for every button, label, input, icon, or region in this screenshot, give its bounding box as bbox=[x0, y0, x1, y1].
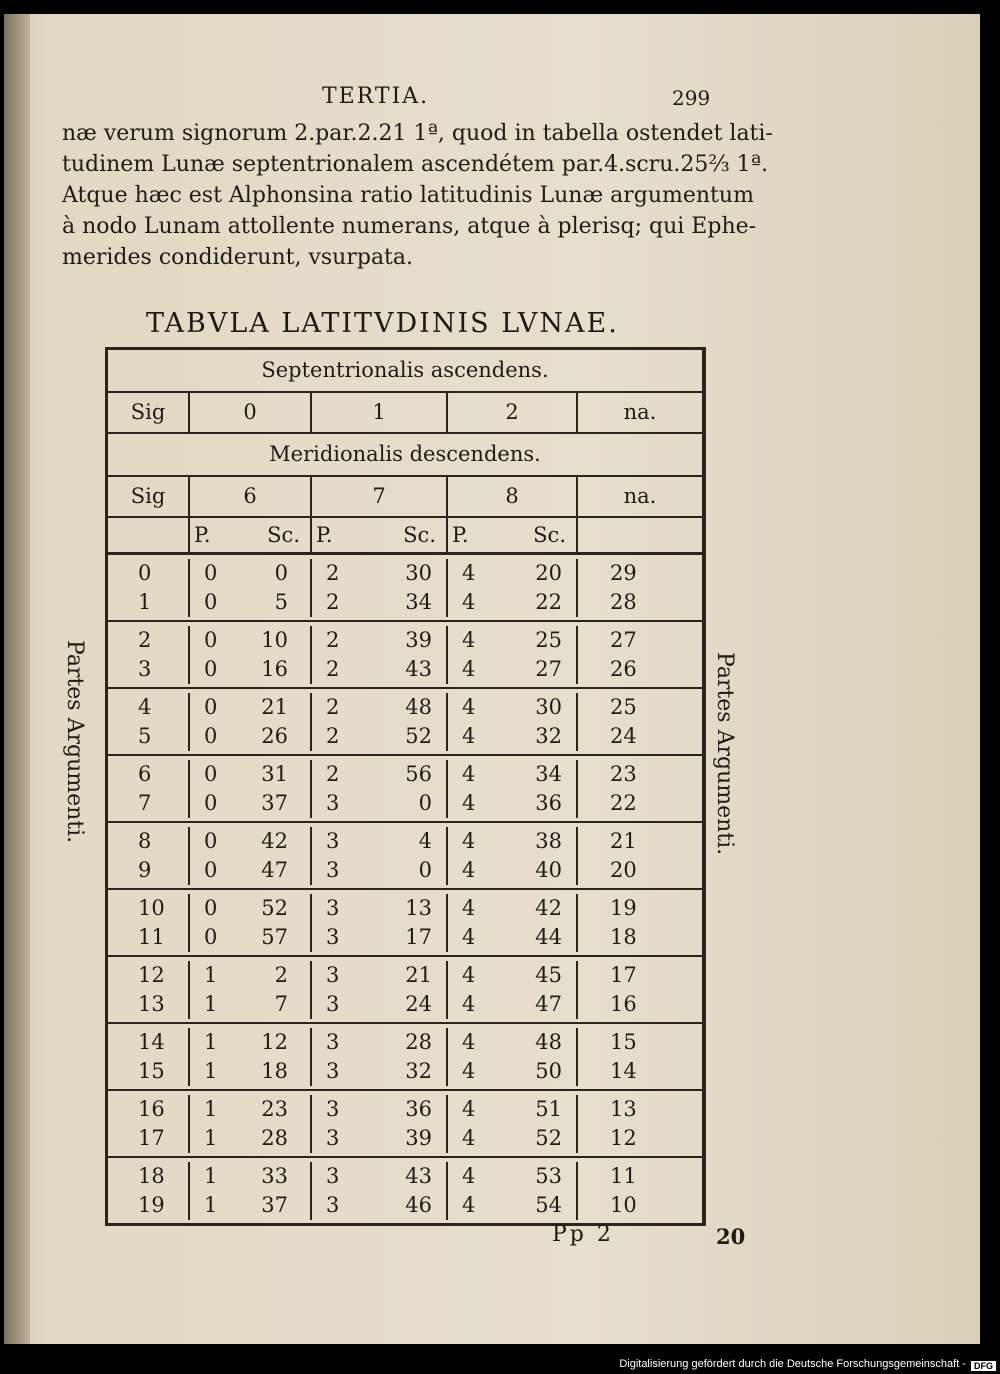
lat-value-cell bbox=[448, 1028, 578, 1057]
lat-scrupula: 26 bbox=[261, 724, 288, 748]
lat-scrupula: 24 bbox=[405, 992, 432, 1016]
arg-degree-reverse-cell: 25 bbox=[610, 695, 637, 719]
arg-degree-cell: 17 bbox=[108, 1124, 190, 1153]
sig-value: 1 bbox=[312, 393, 448, 432]
lat-parts: 3 bbox=[326, 1030, 340, 1054]
lat-scrupula: 39 bbox=[405, 1126, 432, 1150]
lat-scrupula: 30 bbox=[535, 695, 562, 719]
table-title: TABVLA LATITVDINIS LVNAE. bbox=[146, 308, 619, 339]
sig-value: 0 bbox=[190, 393, 312, 432]
lat-scrupula: 42 bbox=[535, 896, 562, 920]
lat-parts: 1 bbox=[204, 963, 218, 987]
lat-scrupula: 48 bbox=[535, 1030, 562, 1054]
lat-parts: 0 bbox=[204, 762, 218, 786]
lat-value-cell bbox=[190, 856, 312, 885]
lat-parts: 2 bbox=[326, 695, 340, 719]
lat-value-cell bbox=[448, 655, 578, 684]
lat-value-cell bbox=[312, 990, 448, 1019]
lat-scrupula: 36 bbox=[535, 791, 562, 815]
arg-degree-reverse-cell: 13 bbox=[610, 1097, 637, 1121]
unit-sc: Sc. bbox=[267, 523, 300, 547]
arg-degree-reverse-cell: 11 bbox=[610, 1164, 637, 1188]
table-row bbox=[108, 626, 702, 655]
lat-value-cell bbox=[448, 789, 578, 818]
north-band-label: Septentrionalis ascendens. bbox=[108, 350, 702, 393]
arg-degree-reverse-cell: 10 bbox=[610, 1193, 637, 1217]
lat-parts: 0 bbox=[204, 590, 218, 614]
lat-scrupula: 34 bbox=[405, 590, 432, 614]
unit-row bbox=[108, 518, 702, 555]
lat-parts: 1 bbox=[204, 1164, 218, 1188]
lat-scrupula: 18 bbox=[261, 1059, 288, 1083]
lat-parts: 1 bbox=[204, 1097, 218, 1121]
lat-parts: 4 bbox=[462, 858, 476, 882]
lat-scrupula: 7 bbox=[274, 992, 288, 1016]
lat-value-cell bbox=[448, 588, 578, 617]
lat-value-cell bbox=[190, 961, 312, 990]
lat-parts: 0 bbox=[204, 657, 218, 681]
lat-scrupula: 10 bbox=[261, 628, 288, 652]
table-row bbox=[108, 856, 702, 885]
intro-line: næ verum signorum 2.par.2.21 1ª, quod in tabella ostendet lati- bbox=[62, 121, 773, 146]
arg-degree-reverse-cell: 15 bbox=[610, 1030, 637, 1054]
lat-scrupula: 31 bbox=[261, 762, 288, 786]
lat-scrupula: 44 bbox=[535, 925, 562, 949]
lat-parts: 3 bbox=[326, 791, 340, 815]
lat-parts: 1 bbox=[204, 1059, 218, 1083]
lat-value-cell bbox=[190, 990, 312, 1019]
north-sig-row bbox=[108, 393, 702, 434]
lat-scrupula: 4 bbox=[418, 829, 432, 853]
arg-degree-cell: 3 bbox=[108, 655, 190, 684]
lat-value-cell bbox=[190, 1057, 312, 1086]
lat-value-cell bbox=[190, 626, 312, 655]
lat-value-cell bbox=[312, 1095, 448, 1124]
lat-scrupula: 40 bbox=[535, 858, 562, 882]
arg-degree-cell: 9 bbox=[108, 856, 190, 885]
table-row bbox=[108, 1162, 702, 1191]
arg-degree-reverse-cell: 14 bbox=[610, 1059, 637, 1083]
lat-scrupula: 37 bbox=[261, 791, 288, 815]
lat-value-cell bbox=[312, 760, 448, 789]
lat-scrupula: 52 bbox=[535, 1126, 562, 1150]
lat-parts: 3 bbox=[326, 1193, 340, 1217]
arg-degree-reverse-cell: 19 bbox=[610, 896, 637, 920]
arg-degree-reverse-cell: 16 bbox=[610, 992, 637, 1016]
intro-line: Atque hæc est Alphonsina ratio latitudinis Lunæ argumentum bbox=[62, 183, 754, 208]
lat-value-cell bbox=[448, 1124, 578, 1153]
lat-scrupula: 53 bbox=[535, 1164, 562, 1188]
lat-value-cell bbox=[448, 693, 578, 722]
arg-degree-cell: 5 bbox=[108, 722, 190, 751]
lat-parts: 3 bbox=[326, 896, 340, 920]
lat-value-cell bbox=[190, 923, 312, 952]
table-row bbox=[108, 923, 702, 952]
table-row-group bbox=[108, 1024, 702, 1091]
arg-degree-cell: 7 bbox=[108, 789, 190, 818]
lat-parts: 4 bbox=[462, 992, 476, 1016]
lat-value-cell bbox=[448, 961, 578, 990]
lat-value-cell bbox=[448, 923, 578, 952]
lat-parts: 3 bbox=[326, 829, 340, 853]
arg-degree-cell: 2 bbox=[108, 626, 190, 655]
lat-scrupula: 0 bbox=[274, 561, 288, 585]
unit-blank bbox=[108, 518, 190, 552]
arg-degree-reverse-cell: 23 bbox=[610, 762, 637, 786]
signature-mark: Pp 2 bbox=[552, 1222, 614, 1247]
lat-value-cell bbox=[448, 1057, 578, 1086]
table-row bbox=[108, 559, 702, 588]
lat-parts: 0 bbox=[204, 896, 218, 920]
lat-parts: 4 bbox=[462, 762, 476, 786]
lat-value-cell bbox=[190, 588, 312, 617]
lat-value-cell bbox=[190, 1028, 312, 1057]
lat-value-cell bbox=[312, 789, 448, 818]
lat-scrupula: 37 bbox=[261, 1193, 288, 1217]
unit-pair bbox=[312, 518, 448, 552]
unit-p: P. bbox=[194, 523, 211, 547]
table-body bbox=[108, 555, 702, 1223]
lat-value-cell bbox=[448, 856, 578, 885]
lat-scrupula: 5 bbox=[274, 590, 288, 614]
arg-degree-cell: 18 bbox=[108, 1162, 190, 1191]
lat-scrupula: 32 bbox=[535, 724, 562, 748]
lat-value-cell bbox=[190, 1095, 312, 1124]
table-row-group bbox=[108, 823, 702, 890]
lat-parts: 4 bbox=[462, 1164, 476, 1188]
lat-parts: 3 bbox=[326, 858, 340, 882]
table-row bbox=[108, 789, 702, 818]
lat-parts: 1 bbox=[204, 1126, 218, 1150]
lat-value-cell bbox=[312, 588, 448, 617]
lat-scrupula: 51 bbox=[535, 1097, 562, 1121]
unit-pair bbox=[190, 518, 312, 552]
lat-scrupula: 30 bbox=[405, 561, 432, 585]
lat-parts: 0 bbox=[204, 695, 218, 719]
arg-degree-reverse-cell: 18 bbox=[610, 925, 637, 949]
lat-value-cell bbox=[448, 990, 578, 1019]
lat-scrupula: 36 bbox=[405, 1097, 432, 1121]
lat-parts: 4 bbox=[462, 963, 476, 987]
table-row bbox=[108, 990, 702, 1019]
lat-parts: 2 bbox=[326, 590, 340, 614]
arg-degree-cell: 4 bbox=[108, 693, 190, 722]
lat-scrupula: 38 bbox=[535, 829, 562, 853]
lat-scrupula: 56 bbox=[405, 762, 432, 786]
lat-parts: 1 bbox=[204, 1030, 218, 1054]
lat-scrupula: 32 bbox=[405, 1059, 432, 1083]
lat-scrupula: 2 bbox=[274, 963, 288, 987]
lat-value-cell bbox=[312, 1162, 448, 1191]
unit-blank bbox=[578, 518, 702, 552]
na-header: na. bbox=[623, 484, 657, 508]
lat-parts: 4 bbox=[462, 561, 476, 585]
arg-degree-reverse-cell: 27 bbox=[610, 628, 637, 652]
side-label-right: Partes Argumenti. bbox=[712, 652, 737, 856]
lat-value-cell bbox=[312, 626, 448, 655]
lat-parts: 4 bbox=[462, 1097, 476, 1121]
arg-degree-cell: 13 bbox=[108, 990, 190, 1019]
lat-parts: 2 bbox=[326, 724, 340, 748]
lat-parts: 4 bbox=[462, 1193, 476, 1217]
lat-value-cell bbox=[312, 894, 448, 923]
table-row bbox=[108, 1124, 702, 1153]
lat-scrupula: 17 bbox=[405, 925, 432, 949]
unit-sc: Sc. bbox=[533, 523, 566, 547]
table-row bbox=[108, 1191, 702, 1220]
lat-parts: 4 bbox=[462, 791, 476, 815]
lat-value-cell bbox=[190, 1191, 312, 1220]
arg-degree-cell: 19 bbox=[108, 1191, 190, 1220]
lat-scrupula: 42 bbox=[261, 829, 288, 853]
lat-parts: 4 bbox=[462, 925, 476, 949]
arg-degree-reverse-cell: 20 bbox=[610, 858, 637, 882]
lat-scrupula: 52 bbox=[405, 724, 432, 748]
lat-scrupula: 21 bbox=[405, 963, 432, 987]
lat-value-cell bbox=[448, 894, 578, 923]
lat-parts: 3 bbox=[326, 925, 340, 949]
lat-parts: 4 bbox=[462, 829, 476, 853]
table-row-group bbox=[108, 1158, 702, 1223]
table-row bbox=[108, 760, 702, 789]
lat-value-cell bbox=[448, 827, 578, 856]
lat-scrupula: 25 bbox=[535, 628, 562, 652]
lat-parts: 0 bbox=[204, 925, 218, 949]
lat-scrupula: 47 bbox=[535, 992, 562, 1016]
intro-line: tudinem Lunæ septentrionalem ascendétem par.4.scru.25⅔ 1ª. bbox=[62, 152, 769, 177]
lat-scrupula: 16 bbox=[261, 657, 288, 681]
arg-degree-cell: 11 bbox=[108, 923, 190, 952]
lat-value-cell bbox=[448, 1095, 578, 1124]
page-number: 299 bbox=[672, 86, 711, 110]
lat-scrupula: 12 bbox=[261, 1030, 288, 1054]
table-row bbox=[108, 827, 702, 856]
lat-scrupula: 0 bbox=[418, 858, 432, 882]
arg-degree-cell: 16 bbox=[108, 1095, 190, 1124]
table-row bbox=[108, 961, 702, 990]
table-row bbox=[108, 722, 702, 751]
lat-scrupula: 54 bbox=[535, 1193, 562, 1217]
latitude-table bbox=[105, 347, 706, 1226]
lat-value-cell bbox=[190, 894, 312, 923]
lat-scrupula: 50 bbox=[535, 1059, 562, 1083]
lat-parts: 4 bbox=[462, 1030, 476, 1054]
lat-scrupula: 28 bbox=[261, 1126, 288, 1150]
arg-degree-reverse-cell: 17 bbox=[610, 963, 637, 987]
intro-paragraph bbox=[62, 118, 773, 273]
sig-value: 2 bbox=[448, 393, 578, 432]
lat-scrupula: 47 bbox=[261, 858, 288, 882]
lat-scrupula: 21 bbox=[261, 695, 288, 719]
lat-parts: 3 bbox=[326, 1097, 340, 1121]
unit-sc: Sc. bbox=[403, 523, 436, 547]
lat-value-cell bbox=[312, 655, 448, 684]
lat-parts: 4 bbox=[462, 896, 476, 920]
lat-scrupula: 34 bbox=[535, 762, 562, 786]
lat-value-cell bbox=[312, 1028, 448, 1057]
table-row-group bbox=[108, 622, 702, 689]
lat-value-cell bbox=[190, 655, 312, 684]
arg-degree-cell: 6 bbox=[108, 760, 190, 789]
lat-value-cell bbox=[190, 789, 312, 818]
table-row-group bbox=[108, 1091, 702, 1158]
lat-value-cell bbox=[190, 693, 312, 722]
lat-parts: 3 bbox=[326, 992, 340, 1016]
lat-parts: 4 bbox=[462, 1059, 476, 1083]
lat-value-cell bbox=[312, 1057, 448, 1086]
lat-parts: 3 bbox=[326, 1164, 340, 1188]
lat-scrupula: 23 bbox=[261, 1097, 288, 1121]
lat-scrupula: 22 bbox=[535, 590, 562, 614]
lat-value-cell bbox=[312, 1191, 448, 1220]
lat-parts: 1 bbox=[204, 992, 218, 1016]
sig-header: Sig bbox=[108, 393, 190, 432]
table-row-group bbox=[108, 555, 702, 622]
lat-scrupula: 46 bbox=[405, 1193, 432, 1217]
lat-parts: 4 bbox=[462, 1126, 476, 1150]
lat-scrupula: 0 bbox=[418, 791, 432, 815]
lat-value-cell bbox=[190, 559, 312, 588]
lat-scrupula: 28 bbox=[405, 1030, 432, 1054]
lat-parts: 3 bbox=[326, 1126, 340, 1150]
unit-p: P. bbox=[316, 523, 333, 547]
sig-value: 6 bbox=[190, 477, 312, 516]
lat-value-cell bbox=[190, 1124, 312, 1153]
lat-value-cell bbox=[312, 559, 448, 588]
table-row bbox=[108, 1095, 702, 1124]
lat-parts: 2 bbox=[326, 561, 340, 585]
arg-degree-reverse-cell: 24 bbox=[610, 724, 637, 748]
arg-degree-cell: 8 bbox=[108, 827, 190, 856]
arg-degree-reverse-cell: 26 bbox=[610, 657, 637, 681]
lat-value-cell bbox=[190, 760, 312, 789]
table-row-group bbox=[108, 890, 702, 957]
lat-scrupula: 45 bbox=[535, 963, 562, 987]
na-header: na. bbox=[623, 400, 657, 424]
arg-degree-cell: 12 bbox=[108, 961, 190, 990]
table-row-group bbox=[108, 689, 702, 756]
lat-scrupula: 13 bbox=[405, 896, 432, 920]
lat-parts: 0 bbox=[204, 858, 218, 882]
arg-degree-cell: 10 bbox=[108, 894, 190, 923]
intro-line: à nodo Lunam attollente numerans, atque à plerisq; qui Ephe- bbox=[62, 214, 757, 239]
lat-parts: 4 bbox=[462, 724, 476, 748]
lat-parts: 4 bbox=[462, 590, 476, 614]
table-row bbox=[108, 588, 702, 617]
lat-parts: 2 bbox=[326, 762, 340, 786]
lat-value-cell bbox=[448, 722, 578, 751]
lat-value-cell bbox=[312, 923, 448, 952]
lat-parts: 4 bbox=[462, 657, 476, 681]
table-row bbox=[108, 1028, 702, 1057]
arg-degree-reverse-cell: 12 bbox=[610, 1126, 637, 1150]
arg-degree-cell: 1 bbox=[108, 588, 190, 617]
lat-value-cell bbox=[448, 1162, 578, 1191]
sig-header: Sig bbox=[108, 477, 190, 516]
lat-parts: 0 bbox=[204, 561, 218, 585]
lat-parts: 4 bbox=[462, 695, 476, 719]
lat-value-cell bbox=[190, 827, 312, 856]
sig-value: 7 bbox=[312, 477, 448, 516]
intro-line: merides condiderunt, vsurpata. bbox=[62, 245, 414, 270]
unit-p: P. bbox=[452, 523, 469, 547]
side-label-left: Partes Argumenti. bbox=[62, 640, 87, 844]
lat-parts: 2 bbox=[326, 628, 340, 652]
lat-value-cell bbox=[312, 1124, 448, 1153]
lat-value-cell bbox=[448, 1191, 578, 1220]
lat-value-cell bbox=[312, 693, 448, 722]
table-row bbox=[108, 1057, 702, 1086]
page-gutter bbox=[4, 14, 30, 1344]
lat-value-cell bbox=[312, 827, 448, 856]
lat-parts: 1 bbox=[204, 1193, 218, 1217]
lat-scrupula: 52 bbox=[261, 896, 288, 920]
lat-value-cell bbox=[190, 1162, 312, 1191]
arg-degree-cell: 14 bbox=[108, 1028, 190, 1057]
arg-degree-reverse-cell: 21 bbox=[610, 829, 637, 853]
lat-value-cell bbox=[312, 961, 448, 990]
catchword: 20 bbox=[716, 1224, 746, 1249]
lat-scrupula: 27 bbox=[535, 657, 562, 681]
arg-degree-cell: 15 bbox=[108, 1057, 190, 1086]
lat-parts: 0 bbox=[204, 829, 218, 853]
lat-value-cell bbox=[448, 760, 578, 789]
table-row bbox=[108, 894, 702, 923]
sig-value: 8 bbox=[448, 477, 578, 516]
lat-value-cell bbox=[448, 559, 578, 588]
arg-degree-reverse-cell: 29 bbox=[610, 561, 637, 585]
arg-degree-cell: 0 bbox=[108, 559, 190, 588]
lat-parts: 0 bbox=[204, 628, 218, 652]
lat-value-cell bbox=[312, 722, 448, 751]
lat-scrupula: 33 bbox=[261, 1164, 288, 1188]
lat-parts: 3 bbox=[326, 1059, 340, 1083]
south-sig-row bbox=[108, 477, 702, 518]
lat-scrupula: 48 bbox=[405, 695, 432, 719]
lat-parts: 2 bbox=[326, 657, 340, 681]
lat-parts: 0 bbox=[204, 791, 218, 815]
dfg-logo: DFG bbox=[971, 1361, 996, 1371]
table-row bbox=[108, 693, 702, 722]
running-title: TERTIA. bbox=[322, 84, 430, 109]
table-row bbox=[108, 655, 702, 684]
table-row-group bbox=[108, 957, 702, 1024]
lat-value-cell bbox=[190, 722, 312, 751]
lat-value-cell bbox=[312, 856, 448, 885]
lat-scrupula: 39 bbox=[405, 628, 432, 652]
lat-parts: 0 bbox=[204, 724, 218, 748]
lat-parts: 4 bbox=[462, 628, 476, 652]
lat-scrupula: 20 bbox=[535, 561, 562, 585]
lat-scrupula: 43 bbox=[405, 1164, 432, 1188]
lat-scrupula: 57 bbox=[261, 925, 288, 949]
south-band-label: Meridionalis descendens. bbox=[108, 434, 702, 477]
lat-parts: 3 bbox=[326, 963, 340, 987]
arg-degree-reverse-cell: 22 bbox=[610, 791, 637, 815]
lat-value-cell bbox=[448, 626, 578, 655]
arg-degree-reverse-cell: 28 bbox=[610, 590, 637, 614]
unit-pair bbox=[448, 518, 578, 552]
table-row-group bbox=[108, 756, 702, 823]
digitization-credit: Digitalisierung gefördert durch die Deutsche Forschungsgemeinschaft - bbox=[619, 1358, 966, 1370]
lat-scrupula: 43 bbox=[405, 657, 432, 681]
